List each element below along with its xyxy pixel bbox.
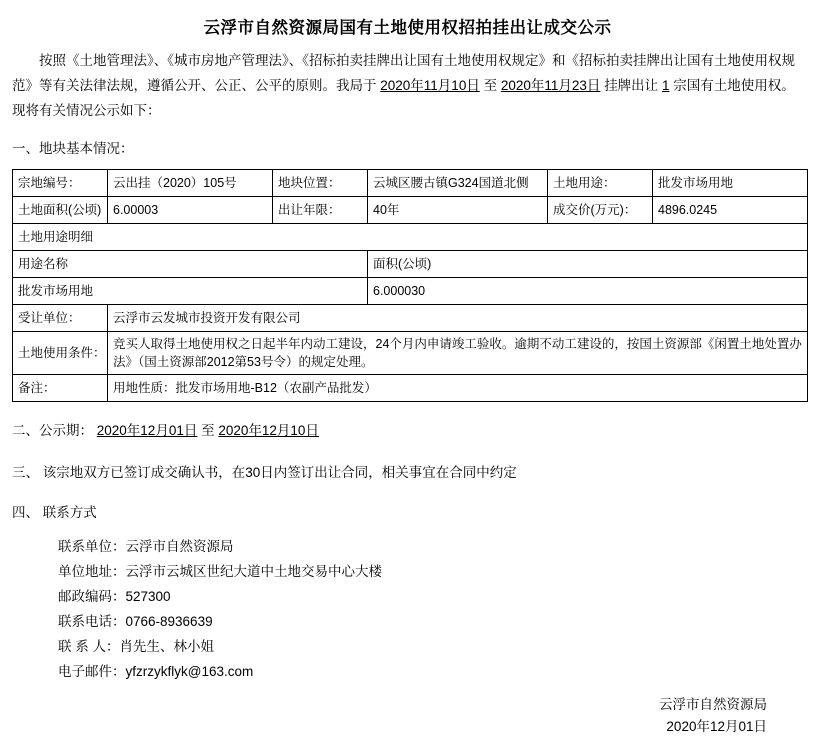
table-row bbox=[13, 251, 808, 278]
remark-label: 备注： bbox=[13, 375, 108, 402]
land-use-label: 土地用途： bbox=[548, 170, 653, 197]
publicity-end-date: 2020年12月10日 bbox=[218, 423, 319, 438]
table-row bbox=[13, 170, 808, 197]
auction-start-date: 2020年11月10日 bbox=[380, 78, 480, 93]
publicity-start-date: 2020年12月01日 bbox=[96, 423, 198, 438]
term-value: 40年 bbox=[368, 197, 548, 224]
price-label: 成交价(万元)： bbox=[548, 197, 653, 224]
land-use-value: 批发市场用地 bbox=[653, 170, 808, 197]
contact-person: 联 系 人：肖先生、林小姐 bbox=[58, 639, 215, 654]
land-use-detail-label: 土地用途明细 bbox=[13, 224, 808, 251]
land-area-value: 6.00003 bbox=[108, 197, 273, 224]
section-2-line bbox=[12, 418, 805, 444]
parcel-location-value: 云城区腰古镇G324国道北侧 bbox=[368, 170, 548, 197]
signature-date: 2020年12月01日 bbox=[666, 719, 767, 734]
intro-text-mid1: 至 bbox=[483, 78, 498, 93]
section-4-heading: 四、 联系方式 bbox=[12, 505, 97, 520]
section-3-line: 三、 该宗地双方已签订成交确认书，在30日内签订出让合同，相关事宜在合同中约定 bbox=[12, 465, 517, 480]
land-conditions-value: 竞买人取得土地使用权之日起半年内动工建设，24个月内申请竣工验收。逾期不动工建设的，按国土资源部《闲置土地处置办法》（国土资源部2012第53号令）的规定处理。 bbox=[108, 332, 808, 375]
contact-email: 电子邮件：yfzrzykflyk@163.com bbox=[58, 664, 254, 679]
intro-text-part1: 按照《土地管理法》、《城市房地产管理法》、《招标拍卖挂牌出让国有土地使用权规定》和《招标拍卖挂牌出让国有土地使用权规范》等有关法律法规，遵循公开、公正、公平的原则。我局于 bbox=[12, 53, 795, 93]
contact-address: 单位地址：云浮市云城区世纪大道中土地交易中心大楼 bbox=[58, 564, 382, 579]
parcel-count: 1 bbox=[661, 78, 670, 93]
signature-block bbox=[10, 694, 805, 738]
land-area-label: 土地面积(公顷) bbox=[13, 197, 108, 224]
contact-unit: 联系单位：云浮市自然资源局 bbox=[58, 539, 234, 554]
page-title: 云浮市自然资源局国有土地使用权招拍挂出让成交公示 bbox=[203, 19, 612, 37]
remark-value: 用地性质：批发市场用地-B12（农副产品批发） bbox=[108, 375, 808, 402]
table-row bbox=[13, 332, 808, 375]
contact-block bbox=[12, 534, 805, 684]
contact-postcode: 邮政编码：527300 bbox=[58, 589, 171, 604]
table-row bbox=[13, 197, 808, 224]
price-value: 4896.0245 bbox=[653, 197, 808, 224]
term-label: 出让年限： bbox=[273, 197, 368, 224]
use-area-header: 面积(公顷) bbox=[368, 251, 808, 278]
signature-org: 云浮市自然资源局 bbox=[659, 697, 767, 712]
intro-text-mid2: 挂牌出让 bbox=[604, 78, 659, 93]
table-row bbox=[13, 224, 808, 251]
section-1-heading bbox=[12, 137, 805, 161]
auction-end-date: 2020年11月23日 bbox=[500, 78, 601, 93]
land-conditions-label: 土地使用条件： bbox=[13, 332, 108, 375]
use-area-value: 6.000030 bbox=[368, 278, 808, 305]
publicity-mid: 至 bbox=[201, 423, 215, 438]
table-row bbox=[13, 375, 808, 402]
parcel-location-label: 地块位置： bbox=[273, 170, 368, 197]
publicity-period-label: 二、公示期： bbox=[12, 423, 93, 438]
parcel-number-value: 云出挂（2020）105号 bbox=[108, 170, 273, 197]
assignee-label: 受让单位： bbox=[13, 305, 108, 332]
use-name-header: 用途名称 bbox=[13, 251, 368, 278]
use-name-value: 批发市场用地 bbox=[13, 278, 368, 305]
intro-paragraph bbox=[12, 48, 803, 123]
table-row bbox=[13, 305, 808, 332]
parcel-number-label: 宗地编号： bbox=[13, 170, 108, 197]
table-row bbox=[13, 278, 808, 305]
assignee-value: 云浮市云发城市投资开发有限公司 bbox=[108, 305, 808, 332]
land-info-table bbox=[12, 169, 808, 402]
section-1-heading-text: 一、地块基本情况： bbox=[12, 141, 134, 156]
contact-phone: 联系电话：0766-8936639 bbox=[58, 614, 213, 629]
intro-text-part2: 宗国有土地使用权。现将有关情况公示如下： bbox=[12, 78, 795, 118]
